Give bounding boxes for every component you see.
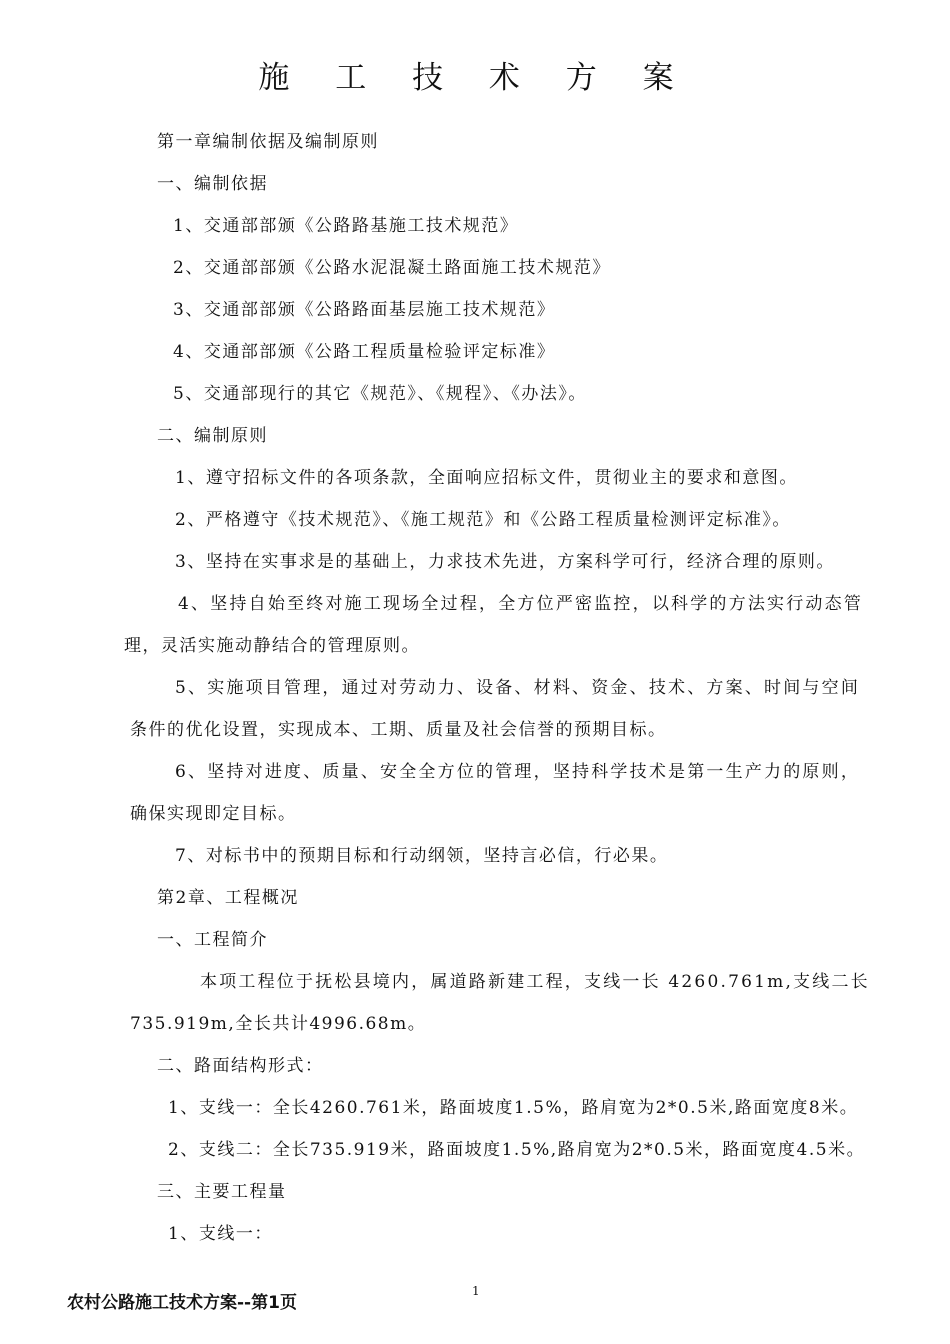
paragraph: 3、坚持在实事求是的基础上，力求技术先进，方案科学可行，经济合理的原则。 <box>175 552 835 572</box>
paragraph-continuation: 理，灵活实施动静结合的管理原则。 <box>124 636 420 656</box>
paragraph: 2、支线二：全长735.919米，路面坡度1.5%,路肩宽为2*0.5米，路面宽度4.5米。 <box>168 1140 866 1160</box>
list-item: 3、交通部部颁《公路路面基层施工技术规范》 <box>173 300 556 320</box>
chapter-heading: 第一章编制依据及编制原则 <box>157 132 379 152</box>
paragraph: 2、严格遵守《技术规范》、《施工规范》和《公路工程质量检测评定标准》。 <box>175 510 791 530</box>
chapter-heading: 第2章、工程概况 <box>157 888 299 908</box>
list-item: 1、交通部部颁《公路路基施工技术规范》 <box>173 216 519 236</box>
list-item: 1、支线一： <box>168 1224 273 1244</box>
paragraph-continuation: 条件的优化设置，实现成本、工期、质量及社会信誉的预期目标。 <box>130 720 667 740</box>
section-heading: 三、主要工程量 <box>157 1182 287 1202</box>
page-title: 施 工 技 术 方 案 <box>258 60 692 96</box>
paragraph: 7、对标书中的预期目标和行动纲领，坚持言必信，行必果。 <box>175 846 669 866</box>
list-item: 5、交通部现行的其它《规范》、《规程》、《办法》。 <box>173 384 587 404</box>
footer-label: 农村公路施工技术方案--第1页 <box>67 1293 297 1313</box>
paragraph: 1、支线一：全长4260.761米，路面坡度1.5%，路肩宽为2*0.5米,路面宽度8米。 <box>168 1098 859 1118</box>
paragraph: 4、坚持自始至终对施工现场全过程，全方位严密监控，以科学的方法实行动态管 <box>178 594 864 614</box>
paragraph-continuation: 735.919m,全长共计4996.68m。 <box>130 1014 427 1034</box>
page-number: 1 <box>472 1284 480 1298</box>
paragraph: 本项工程位于抚松县境内，属道路新建工程，支线一长 4260.761m,支线二长 <box>200 972 870 992</box>
paragraph: 5、实施项目管理，通过对劳动力、设备、材料、资金、技术、方案、时间与空间 <box>175 678 861 698</box>
list-item: 2、交通部部颁《公路水泥混凝土路面施工技术规范》 <box>173 258 611 278</box>
paragraph: 6、坚持对进度、质量、安全全方位的管理，坚持科学技术是第一生产力的原则， <box>175 762 861 782</box>
section-heading: 二、编制原则 <box>157 426 268 446</box>
section-heading: 一、工程简介 <box>157 930 268 950</box>
paragraph: 1、遵守招标文件的各项条款，全面响应招标文件，贯彻业主的要求和意图。 <box>175 468 798 488</box>
section-heading: 一、编制依据 <box>157 174 268 194</box>
section-heading: 二、路面结构形式： <box>157 1056 324 1076</box>
list-item: 4、交通部部颁《公路工程质量检验评定标准》 <box>173 342 556 362</box>
paragraph-continuation: 确保实现即定目标。 <box>130 804 297 824</box>
